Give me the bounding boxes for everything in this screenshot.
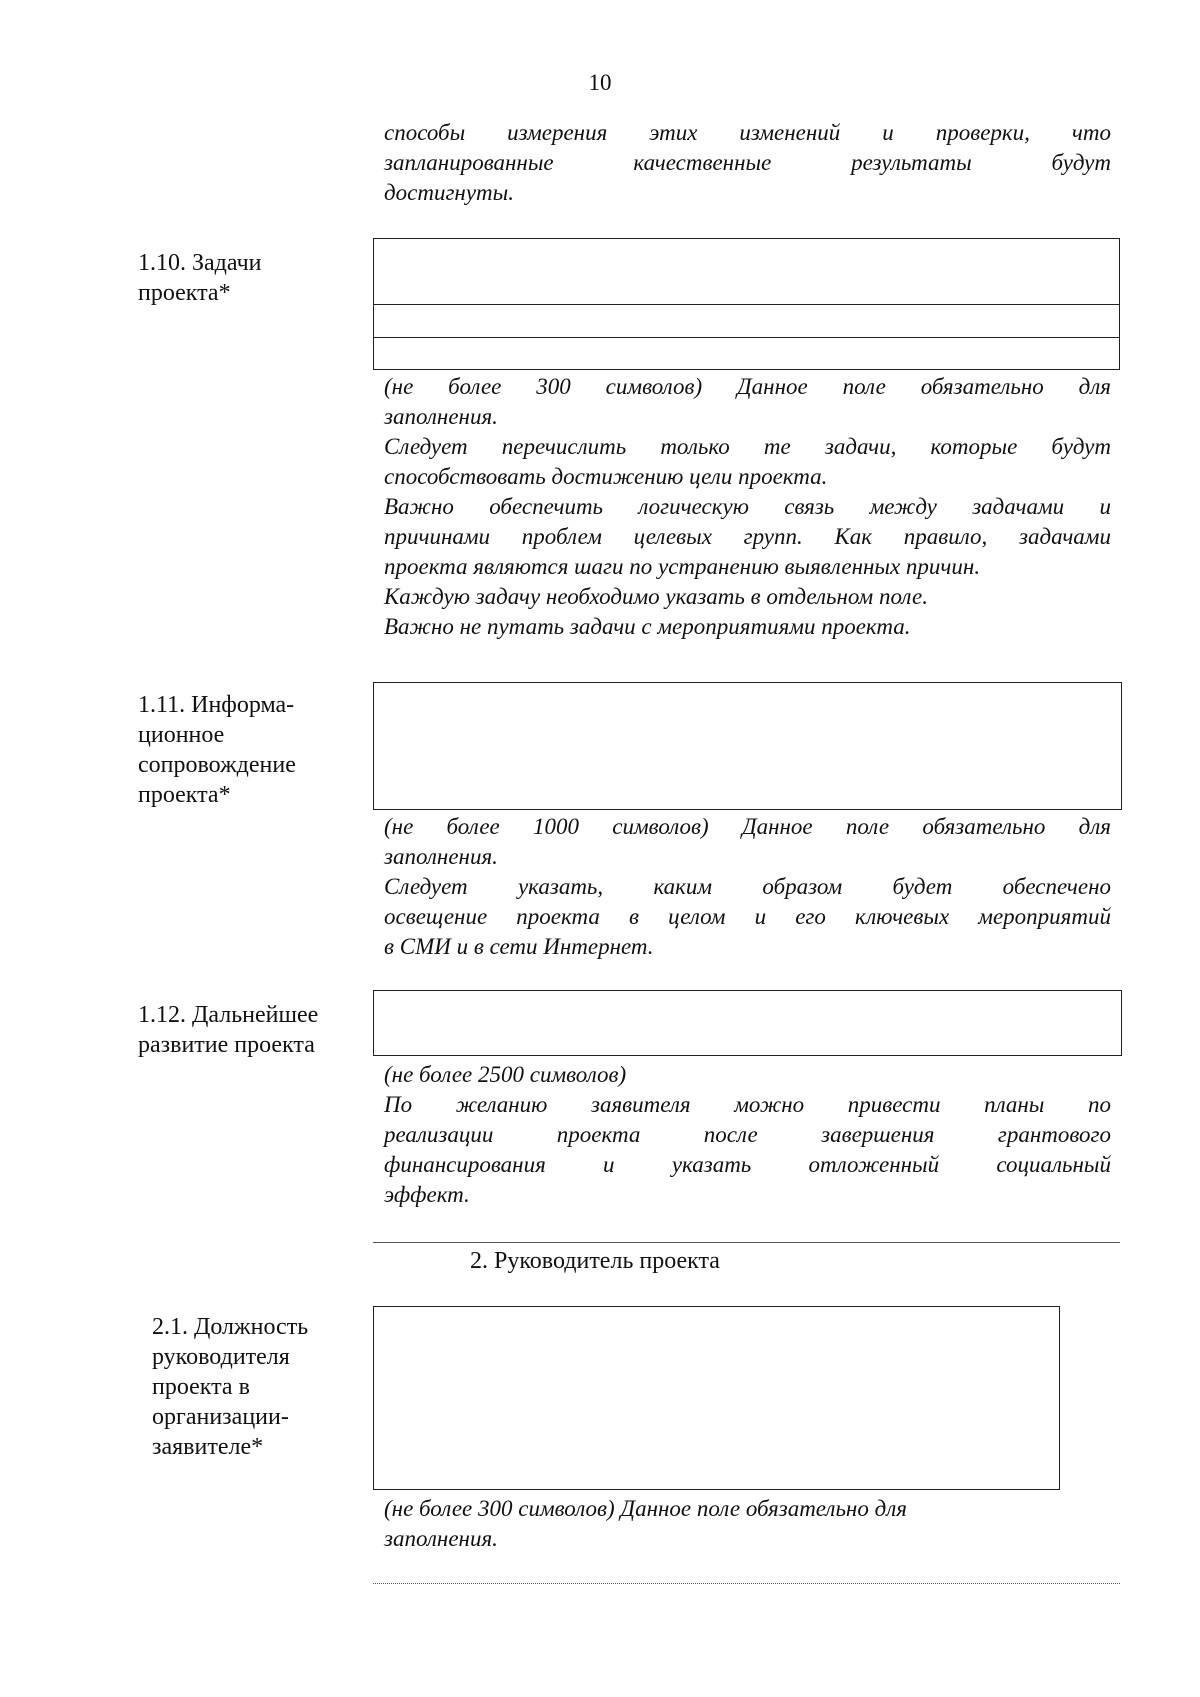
hint-line: (не более 300 символов) Данное поле обязательно для bbox=[384, 1496, 907, 1521]
intro-line: запланированные качественные результаты будут bbox=[384, 150, 1111, 175]
hint-line: Следует указать, каким образом будет обеспечено bbox=[384, 874, 1111, 899]
label-line: организации- bbox=[152, 1404, 289, 1430]
label-line: проекта* bbox=[138, 280, 231, 306]
hint-line: По желанию заявителя можно привести планы по bbox=[384, 1092, 1111, 1117]
label-line: 1.12. Дальнейшее bbox=[138, 1002, 319, 1028]
hint-line: реализации проекта после завершения грантового bbox=[384, 1122, 1111, 1147]
hint-line: Важно обеспечить логическую связь между задачами и bbox=[384, 494, 1111, 519]
label-line: ционное bbox=[138, 722, 225, 748]
label-line: проекта в bbox=[152, 1374, 250, 1400]
label-line: сопровождение bbox=[138, 752, 296, 778]
hint-line: (не более 1000 символов) Данное поле обязательно для bbox=[384, 814, 1111, 839]
section-1-11-hint bbox=[384, 812, 1111, 962]
label-line: заявителе* bbox=[152, 1434, 264, 1460]
label-line: 1.11. Информа- bbox=[138, 692, 295, 718]
hint-line: (не более 300 символов) Данное поле обязательно для bbox=[384, 374, 1111, 399]
intro-line: способы измерения этих изменений и проверки, что bbox=[384, 120, 1111, 145]
label-line: 2.1. Должность bbox=[152, 1314, 309, 1340]
tasks-field-2[interactable] bbox=[373, 304, 1120, 339]
hint-line: способствовать достижению цели проекта. bbox=[384, 464, 828, 489]
hint-line: Каждую задачу необходимо указать в отдельном поле. bbox=[384, 584, 928, 609]
hint-line: заполнения. bbox=[384, 844, 498, 869]
intro-text bbox=[384, 118, 1111, 208]
label-line: проекта* bbox=[138, 782, 231, 808]
hint-line: Важно не путать задачи с мероприятиями проекта. bbox=[384, 614, 911, 639]
section-2-1-label bbox=[152, 1312, 308, 1462]
intro-line: достигнуты. bbox=[384, 180, 514, 205]
section-1-12-hint bbox=[384, 1060, 1111, 1210]
section-1-10-label bbox=[138, 248, 262, 308]
future-development-field[interactable] bbox=[373, 990, 1122, 1056]
bottom-divider bbox=[373, 1583, 1120, 1584]
media-coverage-field[interactable] bbox=[373, 682, 1122, 810]
hint-line: заполнения. bbox=[384, 1526, 498, 1551]
hint-line: финансирования и указать отложенный социальный bbox=[384, 1152, 1111, 1177]
manager-position-field[interactable] bbox=[373, 1306, 1060, 1490]
section-divider bbox=[373, 1242, 1120, 1243]
section-1-11-label bbox=[138, 690, 296, 810]
section-2-title: 2. Руководитель проекта bbox=[470, 1248, 720, 1274]
hint-line: проекта являются шаги по устранению выявленных причин. bbox=[384, 554, 981, 579]
tasks-field-1[interactable] bbox=[373, 238, 1120, 306]
hint-line: заполнения. bbox=[384, 404, 498, 429]
hint-line: Следует перечислить только те задачи, которые будут bbox=[384, 434, 1111, 459]
label-line: 1.10. Задачи bbox=[138, 250, 262, 276]
page-number: 10 bbox=[588, 70, 612, 95]
section-2-1-hint bbox=[384, 1494, 1024, 1554]
label-line: руководителя bbox=[152, 1344, 290, 1370]
hint-line: в СМИ и в сети Интернет. bbox=[384, 934, 654, 959]
hint-line: (не более 2500 символов) bbox=[384, 1062, 627, 1087]
hint-line: эффект. bbox=[384, 1182, 470, 1207]
hint-line: причинами проблем целевых групп. Как правило, задачами bbox=[384, 524, 1111, 549]
section-1-10-hint bbox=[384, 372, 1111, 642]
hint-line: освещение проекта в целом и его ключевых мероприятий bbox=[384, 904, 1111, 929]
tasks-field-3[interactable] bbox=[373, 337, 1120, 370]
label-line: развитие проекта bbox=[138, 1032, 315, 1058]
section-1-12-label bbox=[138, 1000, 318, 1060]
